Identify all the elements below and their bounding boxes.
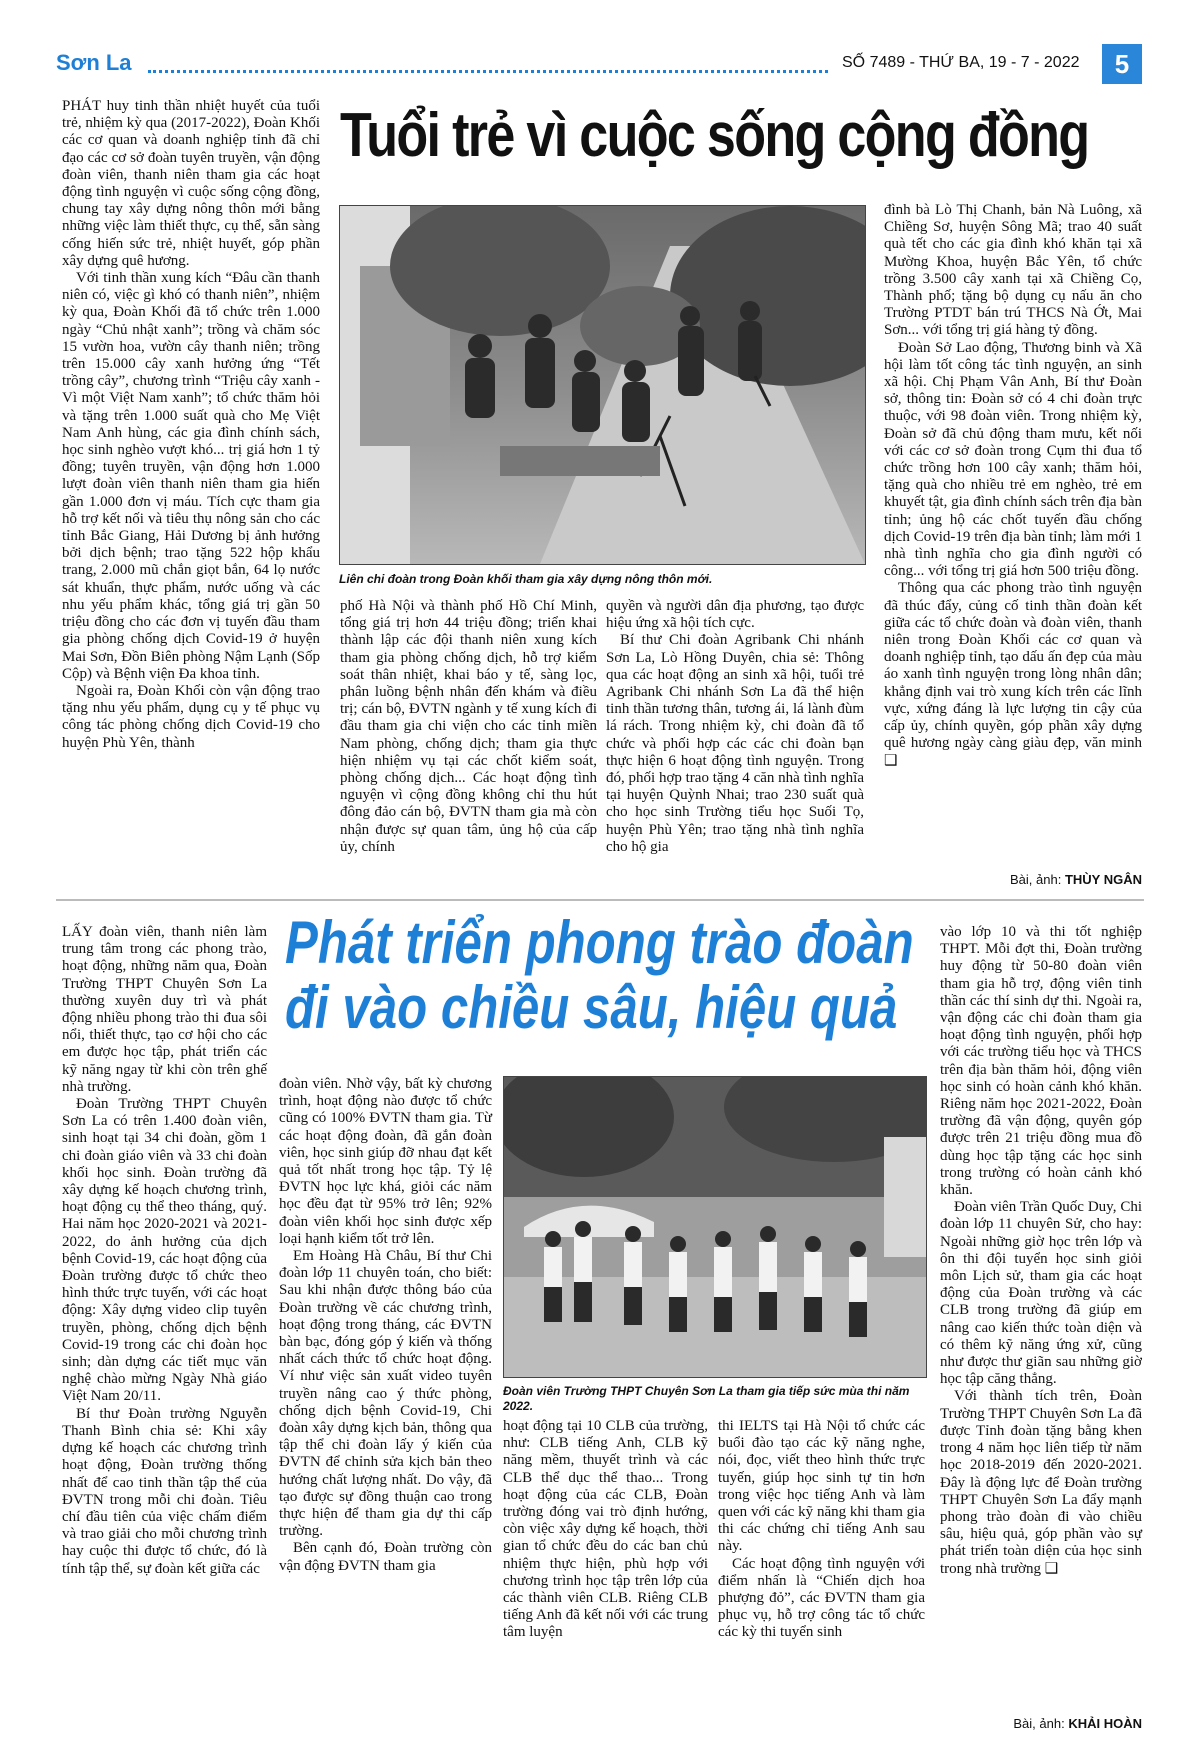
paragraph: đình bà Lò Thị Chanh, bản Nà Luông, xã Chiềng Sơ, huyện Sông Mã; trao 40 suất quà tết cho các gia đình khó khăn tại xã Mường Khoa, huyện Bắc Yên, tổ chức trồng 3.500 cây xanh tại xã Chiềng Cọ, Thành phố; tặng bộ dụng cụ nấu ăn cho Trường PTDT bán trú THCS Nà Ớt, Mai Sơn... với tổng trị giá hàng tỷ đồng. bbox=[884, 202, 1142, 339]
article-divider bbox=[56, 899, 1144, 901]
paragraph: LẤY đoàn viên, thanh niên làm trung tâm trong các phong trào, hoạt động, những năm qua, Đoàn Trường THPT Chuyên Sơn La thường xuyên duy trì và phát động nhiều phong trào thi đua sôi nổi, thiết thực, tạo cơ hội cho các em được học tập, phát triển các kỹ năng ngay từ khi còn trên ghế nhà trường. bbox=[62, 924, 267, 1095]
byline-prefix: Bài, ảnh: bbox=[1010, 872, 1062, 887]
paragraph: quyền và người dân địa phương, tạo được hiệu ứng xã hội tích cực. bbox=[606, 598, 864, 632]
paragraph: Đoàn Trường THPT Chuyên Sơn La có trên 1.400 đoàn viên, sinh hoạt tại 34 chi đoàn, gồm 1 chi đoàn giáo viên và 33 chi đoàn khối học sinh. Đoàn trường đã xây dựng kế hoạch chương trình, hoạt động cụ thể theo tháng, quý. Hai năm học 2020-2021 và 2021-2022, do ảnh hưởng của dịch bệnh Covid-19, các hoạt động của Đoàn trường được tổ chức theo hình thức trực tuyến, với các hoạt động: Xây dựng video clip tuyên truyền, phòng, chống dịch bệnh Covid-19 trong các chi đoàn học sinh; dàn dựng các tiết mục văn nghệ chào mừng Ngày Nhà giáo Việt Nam 20/11. bbox=[62, 1096, 267, 1405]
paragraph: Với thành tích trên, Đoàn Trường THPT Chuyên Sơn La đã được Tỉnh đoàn tặng bằng khen trong 4 năm học liên tiếp từ năm học 2018-2019 đến 2020-2021. Đây là động lực để Đoàn trường THPT Chuyên Sơn La đẩy mạnh phong trào đoàn đi vào chiều sâu, hiệu quả, góp phần vào sự phát triển toàn diện của học sinh trong nhà trường ❑ bbox=[940, 1388, 1142, 1577]
paragraph: vào lớp 10 và thi tốt nghiệp THPT. Mỗi đợt thi, Đoàn trường huy động từ 50-80 đoàn viên tham gia hỗ trợ, động viên tinh thần các thí sinh dự thi. Ngoài ra, vận động các chi đoàn tham gia hoạt động tình nguyện, phối hợp với các trường tiểu học và THCS trên địa bàn thăm hỏi, động viên học sinh có hoàn cảnh khó khăn. Riêng năm học 2021-2022, Đoàn trường đã vận động, quyên góp được trên 21 triệu đồng mua đồ dùng học tập tặng các học sinh trong trường có hoàn cảnh khó khăn. bbox=[940, 924, 1142, 1199]
paragraph: PHÁT huy tinh thần nhiệt huyết của tuổi trẻ, nhiệm kỳ qua (2017-2022), Đoàn Khối các cơ quan và doanh nghiệp tỉnh đã chỉ đạo các cơ sở đoàn tuyên truyền, vận động đoàn viên, thanh niên tham gia các hoạt động tình nguyện vì cuộc sống cộng đồng, chung tay xây dựng nông thôn mới bằng những việc làm thiết thực, cụ thể, sẵn sàng cống hiến sức trẻ, nhiệt huyết, góp phần xây dựng quê hương. bbox=[62, 98, 320, 269]
photo-youth-building-road bbox=[340, 206, 865, 564]
paragraph: Với tinh thần xung kích “Đâu cần thanh niên có, việc gì khó có thanh niên”, nhiệm kỳ qua, Đoàn Khối đã tổ chức trên 1.000 ngày “Chủ nhật xanh”; trồng và chăm sóc 15 vườn hoa, vườn cây thanh niên; trồng trên 15.000 cây xanh hưởng ứng “Tết trồng cây”, chương trình “Triệu cây xanh - Vì một Việt Nam xanh”; tổ chức thăm hỏi và tặng trên 1.000 suất quà cho Mẹ Việt Nam Anh hùng, các gia đình chính sách, học sinh nghèo vượt khó... trị giá hơn 1 tỷ đồng; tuyên truyền, vận động hơn 1.000 lượt đoàn viên thanh niên tham gia hiến gần 1.000 đơn vị máu. Tích cực tham gia hỗ trợ kết nối và tiêu thụ nông sản cho các tỉnh Bắc Giang, Hải Dương bị ảnh hưởng bởi dịch bệnh; trao tặng 522 hộp khẩu trang, 2.000 mũ chắn giọt bắn, 64 lọ nước sát khuẩn, thực phẩm, nước uống và các nhu yếu phẩm khác, tổng giá trị gần 50 triệu đồng cho các đơn vị tuyến đầu tham gia phòng chống dịch Covid-19 ở huyện Mai Sơn, Đồn Biên phòng Nậm Lạnh (Sốp Cộp) và Bệnh viện Đa khoa tỉnh. bbox=[62, 270, 320, 682]
issue-info: SỐ 7489 - THỨ BA, 19 - 7 - 2022 bbox=[842, 54, 1080, 71]
byline-author: THÙY NGÂN bbox=[1064, 872, 1142, 887]
article1-col2 bbox=[340, 598, 597, 856]
article1-col1 bbox=[62, 98, 320, 752]
page-number: 5 bbox=[1102, 44, 1142, 84]
paragraph: đoàn viên. Nhờ vậy, bất kỳ chương trình, hoạt động nào được tổ chức cũng có 100% ĐVTN tham gia. Từ các hoạt động đoàn, đã gắn đoàn viên, học sinh giúp đỡ nhau đạt kết quả tốt nhất trong học tập. Tỷ lệ ĐVTN học lực khá, giỏi các năm học đều đạt từ 95% trở lên; 92% đoàn viên khối học sinh được xếp loại hạnh kiểm tốt trở lên. bbox=[279, 1076, 492, 1247]
paragraph: Thông qua các phong trào tình nguyện đã thúc đẩy, củng cố tinh thần đoàn kết giữa các tổ chức đoàn và đoàn viên, thanh niên trong Đoàn Khối các cơ quan và doanh nghiệp tỉnh, tạo dấu ấn đẹp của màu áo xanh tình nguyện trong lòng nhân dân; khẳng định vai trò xung kích trên các lĩnh vực, xứng đáng là lực lượng tin cậy của cấp ủy, chính quyền, góp phần xây dựng quê hương ngày càng giàu đẹp, văn minh ❑ bbox=[884, 580, 1142, 769]
paragraph: hoạt động tại 10 CLB của trường, như: CLB tiếng Anh, CLB kỹ năng mềm, thuyết trình và các CLB thể dục thể thao... Trong hoạt động của các CLB, Đoàn trường đóng vai trò định hướng, còn việc xây dựng kế hoạch, thời gian tổ chức đều do các ban chủ nhiệm thực hiện, phù hợp với chương trình học tập trên lớp của các thành viên CLB. Riêng CLB tiếng Anh đã kết nối với các trung tâm luyện bbox=[503, 1418, 708, 1641]
article1-col3 bbox=[606, 598, 864, 856]
article1-byline bbox=[884, 872, 1142, 887]
paragraph: Bên cạnh đó, Đoàn trường còn vận động ĐVTN tham gia bbox=[279, 1540, 492, 1574]
article2-title-line1: Phát triển phong trào đoàn bbox=[285, 909, 914, 976]
paragraph: thi IELTS tại Hà Nội tổ chức các buổi đào tạo các kỹ năng nghe, nói, đọc, viết theo hình thức trực tuyến, giúp học sinh tự tin hơn trong việc học tiếng Anh và làm quen với các kỹ năng khi tham gia thi các chứng chỉ tiếng Anh sau này. bbox=[718, 1418, 925, 1555]
article2-col3 bbox=[503, 1418, 708, 1642]
article2-title-line2: đi vào chiều sâu, hiệu quả bbox=[285, 974, 898, 1041]
article2-photo bbox=[503, 1076, 927, 1378]
paragraph: Bí thư Đoàn trường Nguyễn Thanh Bình chia sẻ: Khi xây dựng kế hoạch các chương trình hoạt động, Đoàn trường thống nhất để cao tinh thần tập thể của ĐVTN trong mỗi chi đoàn. Tiêu chí đầu tiên của việc chấm điểm và trao giải cho mỗi chương trình hay cuộc thi được tổ chức, đó là tính tập thể, sự đoàn kết giữa các bbox=[62, 1405, 267, 1577]
article1-photo bbox=[339, 205, 866, 565]
paragraph: Em Hoàng Hà Châu, Bí thư Chi đoàn lớp 11 chuyên toán, cho biết: Sau khi nhận được thông báo của Đoàn trường về các chương trình, hoạt động trong tháng, các ĐVTN bàn bạc, đóng góp ý kiến và thống nhất cách thức tổ chức hoạt động. Ví như việc sản xuất video tuyên truyền nâng cao ý thức phòng, chống dịch bệnh Covid-19, Chi đoàn xây dựng kịch bản, thông qua tập thể chi đoàn lấy ý kiến của ĐVTN để chỉnh sửa kịch bản theo hướng chất lượng nhất. Do vậy, đã tạo được sự đồng thuận cao trong thực hiện để tham gia dự thi cấp trường. bbox=[279, 1248, 492, 1540]
article1-col4 bbox=[884, 202, 1142, 770]
paragraph: Đoàn viên Trần Quốc Duy, Chi đoàn lớp 11 chuyên Sử, cho hay: Ngoài những giờ học trên lớp và ôn thi đội tuyển học sinh giỏi môn Lịch sử, tham gia các hoạt động của Đoàn trường và các CLB trong trường đã giúp em nâng cao kiến thức toàn diện và có thêm kỹ năng ứng xử, cũng như được thư giãn sau những giờ học tập căng thẳng. bbox=[940, 1199, 1142, 1388]
header-rule bbox=[148, 70, 828, 73]
article2-col4 bbox=[718, 1418, 925, 1642]
article2-col5 bbox=[940, 924, 1142, 1578]
article2-caption: Đoàn viên Trường THPT Chuyên Sơn La tham gia tiếp sức mùa thi năm 2022. bbox=[503, 1384, 910, 1413]
article1-title: Tuổi trẻ vì cuộc sống cộng đồng bbox=[340, 101, 1089, 170]
article2-byline bbox=[940, 1716, 1142, 1731]
paragraph: phố Hà Nội và thành phố Hồ Chí Minh, tổng giá trị hơn 44 triệu đồng; triển khai thành lập các đội thanh niên xung kích tham gia phòng chống dịch, hỗ trợ kiểm soát thân nhiệt, khai báo y tế, sàng lọc, phân luồng bệnh nhân đến khám và điều trị; cán bộ, ĐVTN ngành y tế xung kích đi đầu tham gia chi viện cho các tỉnh miền Nam phòng, chống dịch; tham gia thực hiện nhiệm vụ tại các chốt kiểm soát, phòng chống dịch... Các hoạt động tình nguyện vì cộng đồng không chỉ thu hút đông đảo cán bộ, ĐVTN tham gia mà còn nhận được sự quan tâm, ủng hộ của cấp ủy, chính bbox=[340, 598, 597, 855]
photo-students-volunteering bbox=[504, 1077, 926, 1377]
byline-author: KHẢI HOÀN bbox=[1068, 1716, 1142, 1731]
paragraph: Bí thư Chi đoàn Agribank Chi nhánh Sơn La, Lò Hồng Duyên, chia sẻ: Thông qua các hoạt động an sinh xã hội, tuổi trẻ Agribank Chi nhánh Sơn La đã thể hiện tinh thần tương thân, tương ái, lá lành đùm lá rách. Trong nhiệm kỳ, chi đoàn đã tổ chức và phối hợp các các chi đoàn bạn thực hiện 6 hoạt động tình nguyện. Trong đó, phối hợp trao tặng 4 căn nhà tình nghĩa tại huyện Quỳnh Nhai; trao 230 suất quà cho học sinh Trường tiểu học Suối Tọ, huyện Phù Yên; trao tặng nhà tình nghĩa cho hộ gia bbox=[606, 632, 864, 855]
paragraph: Các hoạt động tình nguyện với điểm nhấn là “Chiến dịch hoa phượng đỏ”, các ĐVTN tham gia phục vụ, hỗ trợ công tác tổ chức các kỳ thi tuyển sinh bbox=[718, 1555, 925, 1641]
article2-col2 bbox=[279, 1076, 492, 1575]
article2-col1 bbox=[62, 924, 267, 1578]
article1-caption: Liên chi đoàn trong Đoàn khối tham gia xây dựng nông thôn mới. bbox=[339, 572, 713, 586]
section-name: Sơn La bbox=[56, 50, 132, 75]
byline-prefix: Bài, ảnh: bbox=[1013, 1716, 1065, 1731]
paragraph: Ngoài ra, Đoàn Khối còn vận động trao tặng nhu yếu phẩm, dụng cụ y tế phục vụ công tác phòng chống dịch Covid-19 cho huyện Phù Yên, thành bbox=[62, 682, 320, 751]
paragraph: Đoàn Sở Lao động, Thương binh và Xã hội làm tốt công tác tình nguyện, an sinh xã hội. Chị Phạm Vân Anh, Bí thư Đoàn sở, thông tin: Đoàn sở có 4 chi đoàn trực thuộc, với 98 đoàn viên. Trong nhiệm kỳ, Đoàn sở đã chủ động tham mưu, kết nối với các cơ sở đoàn trong Cụm thi đua tổ chức trồng hơn 100 cây xanh; thăm hỏi, tặng quà cho nhiều trẻ em nghèo, trẻ em khuyết tật, gia đình chính sách trên địa bàn tỉnh; ủng hộ các chốt tuyến đầu chống dịch Covid-19 trên địa bàn tỉnh; làm mới 1 nhà tình nghĩa cho gia đình người có công... với tổng trị giá hơn 500 triệu đồng. bbox=[884, 339, 1142, 580]
